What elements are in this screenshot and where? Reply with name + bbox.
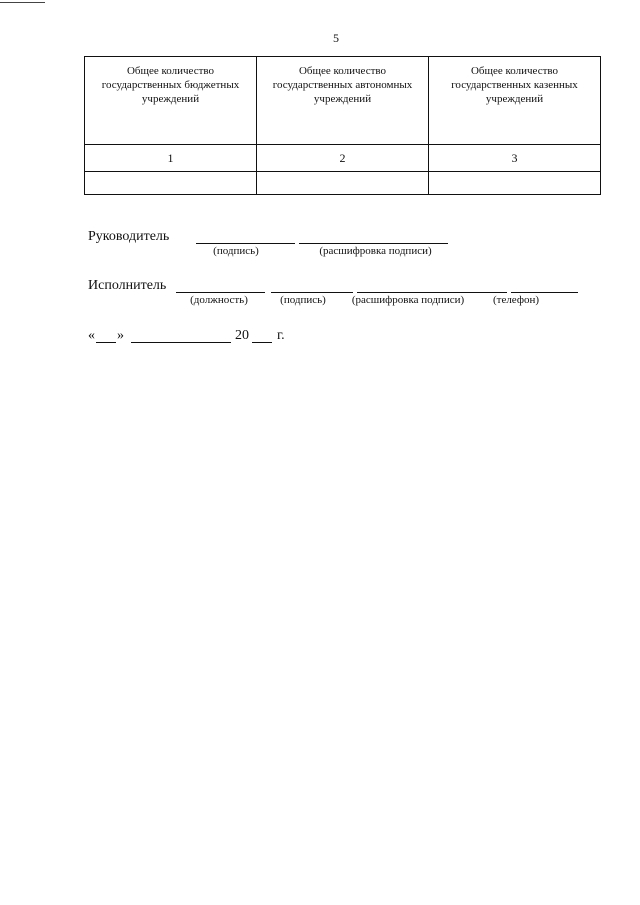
state-owned-count-cell[interactable] <box>429 172 601 195</box>
header-budget-institutions: Общее количество государственных бюджетных учреждений <box>85 57 257 145</box>
head-signature-decoding-line[interactable] <box>299 243 448 244</box>
executor-phone-caption: (телефон) <box>492 294 540 306</box>
budget-count-cell[interactable] <box>85 172 257 195</box>
executor-position-line[interactable] <box>176 292 265 293</box>
column-number: 1 <box>85 145 257 172</box>
data-entry-row <box>85 172 601 195</box>
header-state-owned-institutions: Общее количество государственных казенных учреждений <box>429 57 601 145</box>
executor-decoding-line[interactable] <box>357 292 507 293</box>
date-year-prefix: 20 <box>235 328 249 343</box>
date-open-quote: « <box>88 328 95 343</box>
autonomous-count-cell[interactable] <box>257 172 429 195</box>
top-edge-line <box>0 2 45 3</box>
column-number: 2 <box>257 145 429 172</box>
date-year-suffix: г. <box>277 328 285 343</box>
executor-label: Исполнитель <box>88 278 167 293</box>
head-label: Руководитель <box>88 229 170 244</box>
executor-phone-line[interactable] <box>511 292 578 293</box>
table-header-row <box>85 57 601 145</box>
column-number-row <box>85 145 601 172</box>
column-number: 3 <box>429 145 601 172</box>
head-decoding-caption: (расшифровка подписи) <box>319 245 432 257</box>
head-signature-line[interactable] <box>196 243 295 244</box>
date-close-quote: » <box>117 328 124 343</box>
date-day-line[interactable] <box>96 342 116 343</box>
executor-signature-caption: (подпись) <box>280 294 326 306</box>
date-month-line[interactable] <box>131 342 231 343</box>
page-number: 5 <box>333 31 339 45</box>
executor-decoding-caption: (расшифровка подписи) <box>351 294 465 306</box>
header-autonomous-institutions: Общее количество государственных автономных учреждений <box>257 57 429 145</box>
date-year-line[interactable] <box>252 342 272 343</box>
executor-position-caption: (должность) <box>190 294 248 306</box>
institutions-table <box>84 56 601 195</box>
head-signature-caption: (подпись) <box>213 245 259 257</box>
executor-signature-line[interactable] <box>271 292 353 293</box>
